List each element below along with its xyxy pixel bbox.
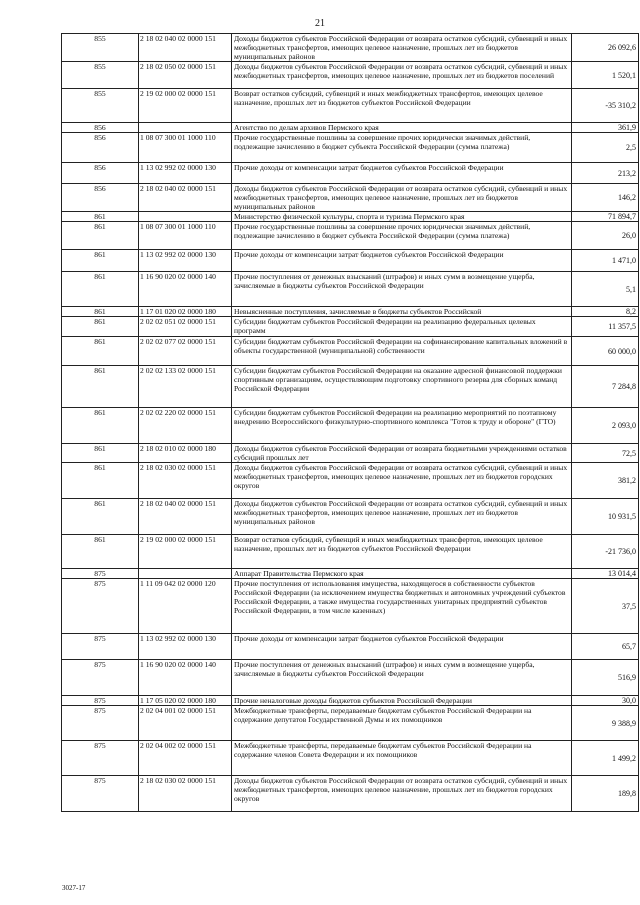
amount-cell: 26 092,6 [572, 34, 639, 62]
budget-classification-code-cell: 2 18 02 040 02 0000 151 [139, 499, 232, 535]
admin-code-cell: 875 [62, 660, 139, 696]
admin-code-cell: 861 [62, 212, 139, 222]
admin-code-cell: 875 [62, 569, 139, 579]
budget-classification-code-cell: 2 18 02 010 02 0000 180 [139, 444, 232, 463]
amount-cell: 213,2 [572, 163, 639, 184]
budget-classification-code-cell: 2 18 02 040 02 0000 151 [139, 184, 232, 212]
revenue-name-cell: Министерство физической культуры, спорта и туризма Пермского края [232, 212, 572, 222]
amount-cell: 30,0 [572, 696, 639, 706]
table-group-row [62, 123, 639, 133]
revenue-name-cell: Доходы бюджетов субъектов Российской Федерации от возврата остатков субсидий, субвенций и иных межбюджетных трансфертов, имеющих целевое назначение, прошлых лет из бюджетов городских округов [232, 463, 572, 499]
amount-cell: 189,8 [572, 776, 639, 812]
revenue-name-cell: Прочие государственные пошлины за совершение прочих юридически значимых действий, подлежащие зачислению в бюджет субъекта Российской Федерации (сумма платежа) [232, 222, 572, 250]
budget-classification-code-cell: 2 02 04 001 02 0000 151 [139, 706, 232, 741]
amount-cell: -21 736,0 [572, 535, 639, 569]
admin-code-cell: 875 [62, 696, 139, 706]
admin-code-cell: 861 [62, 463, 139, 499]
admin-code-cell: 855 [62, 34, 139, 62]
amount-cell: 146,2 [572, 184, 639, 212]
amount-cell: 2 093,0 [572, 408, 639, 444]
revenue-name-cell: Доходы бюджетов субъектов Российской Федерации от возврата остатков субсидий, субвенций и иных межбюджетных трансфертов, имеющих целевое назначение, прошлых лет из бюджетов городских округов [232, 776, 572, 812]
page-number: 21 [315, 18, 325, 29]
amount-cell: 65,7 [572, 634, 639, 660]
revenue-name-cell: Агентство по делам архивов Пермского края [232, 123, 572, 133]
revenue-name-cell: Прочие доходы от компенсации затрат бюджетов субъектов Российской Федерации [232, 163, 572, 184]
revenue-name-cell: Невыясненные поступления, зачисляемые в бюджеты субъектов Российской [232, 307, 572, 317]
revenue-table-body [62, 34, 639, 812]
admin-code-cell: 861 [62, 366, 139, 408]
admin-code-cell: 875 [62, 706, 139, 741]
budget-classification-code-cell: 1 17 05 020 02 0000 180 [139, 696, 232, 706]
budget-classification-code-cell [139, 123, 232, 133]
table-row [62, 222, 639, 250]
table-row [62, 337, 639, 366]
amount-cell: 72,5 [572, 444, 639, 463]
revenue-name-cell: Доходы бюджетов субъектов Российской Федерации от возврата остатков субсидий, субвенций и иных межбюджетных трансфертов, имеющих целевое назначение, прошлых лет из бюджетов муниципальных районов [232, 34, 572, 62]
budget-classification-code-cell: 2 19 02 000 02 0000 151 [139, 535, 232, 569]
amount-cell: 26,0 [572, 222, 639, 250]
table-row [62, 89, 639, 123]
admin-code-cell: 861 [62, 317, 139, 337]
revenue-name-cell: Доходы бюджетов субъектов Российской Федерации от возврата бюджетными учреждениями остатков субсидий прошлых лет [232, 444, 572, 463]
budget-classification-code-cell: 2 19 02 000 02 0000 151 [139, 89, 232, 123]
revenue-name-cell: Субсидии бюджетам субъектов Российской Федерации на реализацию федеральных целевых программ [232, 317, 572, 337]
table-row [62, 34, 639, 62]
budget-classification-code-cell: 1 13 02 992 02 0000 130 [139, 163, 232, 184]
budget-classification-code-cell: 1 08 07 300 01 1000 110 [139, 222, 232, 250]
admin-code-cell: 861 [62, 250, 139, 272]
revenue-name-cell: Субсидии бюджетам субъектов Российской Федерации на софинансирование капитальных вложений в объекты государственной (муниципальной) собственности [232, 337, 572, 366]
budget-classification-code-cell: 1 08 07 300 01 1000 110 [139, 133, 232, 163]
revenue-name-cell: Прочие поступления от использования имущества, находящегося в собственности субъектов Российской Федерации (за исключением имущества бюджетных и автономных учреждений субъектов Российской Федерации, а также имущества государственных унитарных предприятий субъектов Российской Федерации, в том числе казенных) [232, 579, 572, 634]
amount-cell: 361,9 [572, 123, 639, 133]
admin-code-cell: 861 [62, 444, 139, 463]
amount-cell: 2,5 [572, 133, 639, 163]
amount-cell: 516,9 [572, 660, 639, 696]
budget-classification-code-cell: 2 18 02 030 02 0000 151 [139, 463, 232, 499]
table-row [62, 535, 639, 569]
budget-classification-code-cell: 2 02 02 220 02 0000 151 [139, 408, 232, 444]
revenue-name-cell: Возврат остатков субсидий, субвенций и иных межбюджетных трансфертов, имеющих целевое назначение, прошлых лет из бюджетов субъектов Российской Федерации [232, 89, 572, 123]
admin-code-cell: 856 [62, 133, 139, 163]
table-row [62, 444, 639, 463]
admin-code-cell: 875 [62, 579, 139, 634]
revenue-name-cell: Доходы бюджетов субъектов Российской Федерации от возврата остатков субсидий, субвенций и иных межбюджетных трансфертов, имеющих целевое назначение, прошлых лет из бюджетов муниципальных районов [232, 499, 572, 535]
amount-cell: 381,2 [572, 463, 639, 499]
revenue-name-cell: Прочие доходы от компенсации затрат бюджетов субъектов Российской Федерации [232, 634, 572, 660]
admin-code-cell: 856 [62, 163, 139, 184]
admin-code-cell: 861 [62, 272, 139, 307]
footer-code: 3027-17 [62, 884, 86, 892]
table-row [62, 634, 639, 660]
table-group-row [62, 569, 639, 579]
revenue-name-cell: Прочие поступления от денежных взысканий (штрафов) и иных сумм в возмещение ущерба, зачисляемые в бюджеты субъектов Российской Федерации [232, 272, 572, 307]
admin-code-cell: 856 [62, 123, 139, 133]
revenue-name-cell: Доходы бюджетов субъектов Российской Федерации от возврата остатков субсидий, субвенций и иных межбюджетных трансфертов, имеющих целевое назначение, прошлых лет из бюджетов муниципальных районов [232, 184, 572, 212]
budget-classification-code-cell: 2 02 02 133 02 0000 151 [139, 366, 232, 408]
admin-code-cell: 861 [62, 408, 139, 444]
amount-cell: 7 284,8 [572, 366, 639, 408]
budget-classification-code-cell: 2 18 02 040 02 0000 151 [139, 34, 232, 62]
table-row [62, 366, 639, 408]
budget-classification-code-cell: 1 11 09 042 02 0000 120 [139, 579, 232, 634]
revenue-name-cell: Субсидии бюджетам субъектов Российской Федерации на оказание адресной финансовой поддержки спортивным организациям, осуществляющим подготовку спортивного резерва для сборных команд Российской Федерации [232, 366, 572, 408]
amount-cell: 11 357,5 [572, 317, 639, 337]
budget-classification-code-cell: 2 18 02 050 02 0000 151 [139, 62, 232, 89]
budget-classification-code-cell: 1 13 02 992 02 0000 130 [139, 250, 232, 272]
admin-code-cell: 861 [62, 535, 139, 569]
revenue-table-wrapper [61, 33, 636, 812]
budget-classification-code-cell: 2 18 02 030 02 0000 151 [139, 776, 232, 812]
revenue-name-cell: Аппарат Правительства Пермского края [232, 569, 572, 579]
budget-classification-code-cell [139, 212, 232, 222]
admin-code-cell: 855 [62, 89, 139, 123]
revenue-name-cell: Прочие поступления от денежных взысканий (штрафов) и иных сумм в возмещение ущерба, зачисляемые в бюджеты субъектов Российской Федерации [232, 660, 572, 696]
table-row [62, 706, 639, 741]
amount-cell: 71 894,7 [572, 212, 639, 222]
amount-cell: 60 000,0 [572, 337, 639, 366]
table-row [62, 307, 639, 317]
table-row [62, 696, 639, 706]
revenue-name-cell: Прочие государственные пошлины за совершение прочих юридически значимых действий, подлежащие зачислению в бюджет субъекта Российской Федерации (сумма платежа) [232, 133, 572, 163]
table-row [62, 62, 639, 89]
table-group-row [62, 212, 639, 222]
table-row [62, 163, 639, 184]
revenue-name-cell: Субсидии бюджетам субъектов Российской Федерации на реализацию мероприятий по поэтапному внедрению Всероссийского физкультурно-спортивного комплекса "Готов к труду и обороне" (ГТО) [232, 408, 572, 444]
table-row [62, 660, 639, 696]
admin-code-cell: 861 [62, 499, 139, 535]
amount-cell: 1 471,0 [572, 250, 639, 272]
amount-cell: 13 014,4 [572, 569, 639, 579]
amount-cell: 37,5 [572, 579, 639, 634]
admin-code-cell: 875 [62, 776, 139, 812]
admin-code-cell: 875 [62, 741, 139, 776]
budget-classification-code-cell: 2 02 02 051 02 0000 151 [139, 317, 232, 337]
table-row [62, 408, 639, 444]
admin-code-cell: 861 [62, 222, 139, 250]
table-row [62, 776, 639, 812]
amount-cell: -35 310,2 [572, 89, 639, 123]
revenue-name-cell: Межбюджетные трансферты, передаваемые бюджетам субъектов Российской Федерации на содержание депутатов Государственной Думы и их помощников [232, 706, 572, 741]
revenue-name-cell: Прочие доходы от компенсации затрат бюджетов субъектов Российской Федерации [232, 250, 572, 272]
table-row [62, 463, 639, 499]
budget-classification-code-cell [139, 569, 232, 579]
table-row [62, 317, 639, 337]
table-row [62, 272, 639, 307]
table-row [62, 579, 639, 634]
revenue-name-cell: Доходы бюджетов субъектов Российской Федерации от возврата остатков субсидий, субвенций и иных межбюджетных трансфертов, имеющих целевое назначение, прошлых лет из бюджетов поселений [232, 62, 572, 89]
budget-classification-code-cell: 2 02 02 077 02 0000 151 [139, 337, 232, 366]
table-row [62, 499, 639, 535]
admin-code-cell: 856 [62, 184, 139, 212]
admin-code-cell: 861 [62, 307, 139, 317]
revenue-name-cell: Межбюджетные трансферты, передаваемые бюджетам субъектов Российской Федерации на содержание членов Совета Федерации и их помощников [232, 741, 572, 776]
revenue-name-cell: Прочие неналоговые доходы бюджетов субъектов Российской Федерации [232, 696, 572, 706]
amount-cell: 9 388,9 [572, 706, 639, 741]
table-row [62, 133, 639, 163]
table-row [62, 741, 639, 776]
budget-classification-code-cell: 2 02 04 002 02 0000 151 [139, 741, 232, 776]
table-row [62, 184, 639, 212]
admin-code-cell: 861 [62, 337, 139, 366]
amount-cell: 1 520,1 [572, 62, 639, 89]
budget-classification-code-cell: 1 16 90 020 02 0000 140 [139, 660, 232, 696]
budget-classification-code-cell: 1 16 90 020 02 0000 140 [139, 272, 232, 307]
revenue-name-cell: Возврат остатков субсидий, субвенций и иных межбюджетных трансфертов, имеющих целевое назначение, прошлых лет из бюджетов субъектов Российской Федерации [232, 535, 572, 569]
budget-classification-code-cell: 1 13 02 992 02 0000 130 [139, 634, 232, 660]
table-row [62, 250, 639, 272]
budget-classification-code-cell: 1 17 01 020 02 0000 180 [139, 307, 232, 317]
amount-cell: 1 499,2 [572, 741, 639, 776]
amount-cell: 8,2 [572, 307, 639, 317]
revenue-table [61, 33, 639, 812]
amount-cell: 5,1 [572, 272, 639, 307]
amount-cell: 10 931,5 [572, 499, 639, 535]
admin-code-cell: 855 [62, 62, 139, 89]
admin-code-cell: 875 [62, 634, 139, 660]
